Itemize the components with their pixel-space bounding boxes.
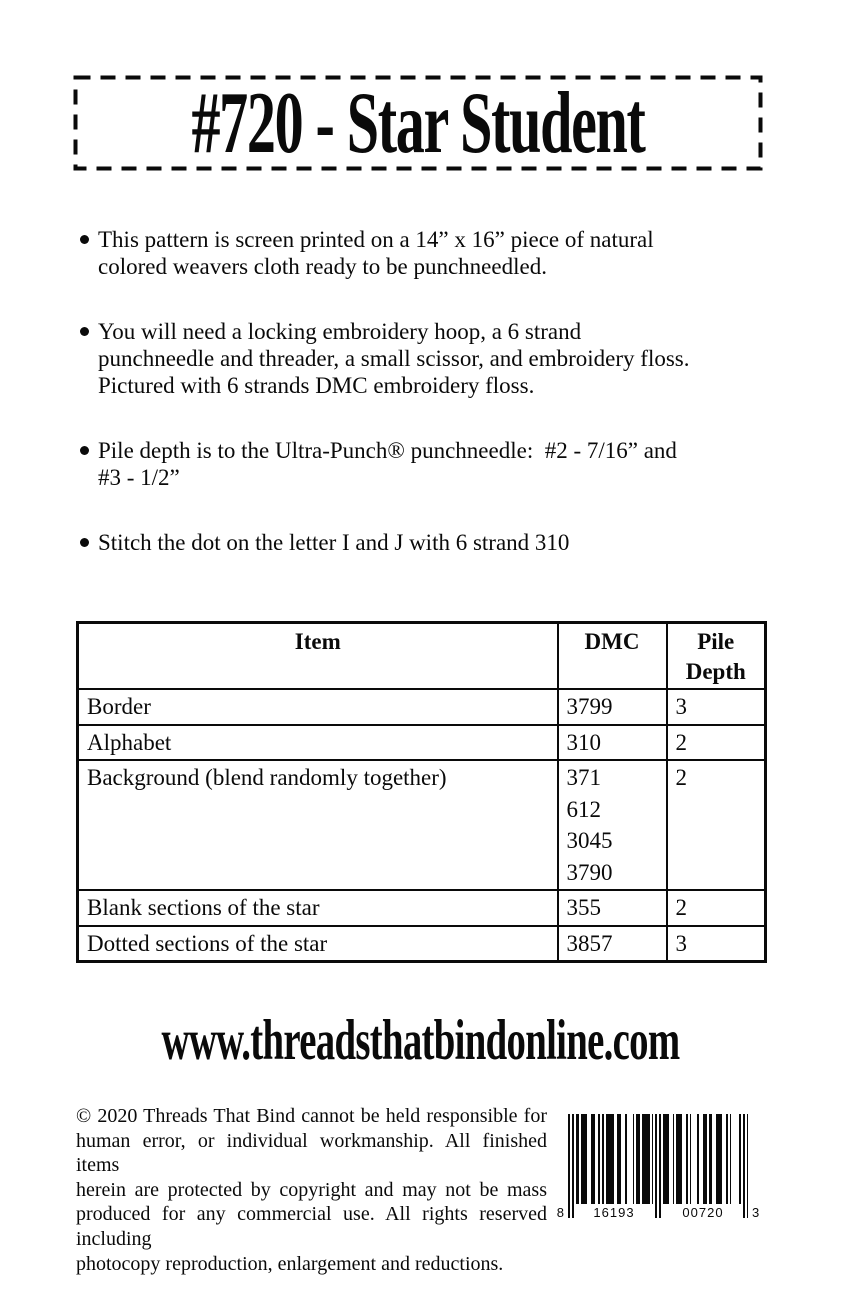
pattern-title: #720 - Star Student (191, 74, 645, 172)
barcode-group1: 16193 (574, 1205, 654, 1221)
barcode-bar (581, 1114, 587, 1204)
table-row (78, 760, 766, 890)
bullet-text (98, 318, 770, 399)
bullet-text-line: colored weavers cloth ready to be punchneedled. (98, 254, 547, 279)
barcode-bar (642, 1114, 650, 1204)
bullet-text-line: You will need a locking embroidery hoop, a 6 strand (98, 319, 582, 344)
bullet-text (98, 226, 770, 280)
table-header-row (78, 623, 766, 690)
barcode-bar (652, 1114, 654, 1204)
item-cell: Background (blend randomly together) (78, 760, 558, 890)
dmc-cell (558, 926, 667, 962)
barcode-bar (697, 1114, 699, 1204)
barcode-bar (572, 1114, 574, 1218)
barcode-bar (663, 1114, 669, 1204)
copyright-line: © 2020 Threads That Bind cannot be held responsible for (76, 1105, 547, 1127)
floss-color-table (76, 621, 767, 963)
barcode-left-digit: 8 (556, 1205, 565, 1220)
copyright-line: produced for any commercial use. All rights reserved including (76, 1203, 547, 1250)
pile-depth-cell: 3 (667, 926, 766, 962)
barcode-bar (703, 1114, 707, 1204)
dmc-value: 612 (566, 796, 601, 822)
table-row (78, 689, 766, 725)
bullet-item (80, 529, 770, 556)
barcode-bars (568, 1114, 749, 1218)
barcode-bar (743, 1114, 745, 1218)
bullet-item (80, 226, 770, 280)
barcode-bar (617, 1114, 621, 1204)
dmc-value: 355 (566, 895, 601, 920)
barcode-bar (730, 1114, 732, 1204)
column-header: Pile Depth (667, 623, 766, 690)
dmc-value: 3790 (566, 859, 613, 885)
dmc-value: 310 (566, 729, 601, 755)
dmc-value: 3857 (566, 930, 613, 956)
item-cell: Blank sections of the star (78, 890, 558, 926)
barcode-bar (636, 1114, 640, 1204)
bullet-text-line: Stitch the dot on the letter I and J with 6 strand 310 (98, 530, 570, 555)
bullet-dot-icon (80, 235, 89, 244)
barcode-bar (676, 1114, 682, 1204)
barcode-bar (576, 1114, 580, 1204)
pile-depth-cell: 3 (667, 689, 766, 725)
barcode-bar (709, 1114, 713, 1204)
bullet-text-line: This pattern is screen printed on a 14” x 16” piece of natural (98, 227, 654, 252)
barcode-bar (726, 1114, 728, 1204)
bullet-text-line: #3 - 1/2” (98, 465, 180, 490)
item-cell: Dotted sections of the star (78, 926, 558, 962)
dmc-value: 371 (566, 765, 601, 790)
table-row (78, 725, 766, 761)
barcode-bar (659, 1114, 661, 1218)
table-row (78, 890, 766, 926)
title-box (73, 75, 763, 171)
pile-depth-cell: 2 (667, 890, 766, 926)
barcode-bar (655, 1114, 657, 1218)
dmc-cell (558, 725, 667, 761)
item-cell: Border (78, 689, 558, 725)
dmc-cell (558, 760, 667, 890)
barcode-bar (673, 1114, 675, 1204)
barcode-bar (633, 1114, 635, 1204)
barcode-bar (716, 1114, 722, 1204)
bullet-text-line: Pictured with 6 strands DMC embroidery floss. (98, 373, 535, 398)
item-cell: Alphabet (78, 725, 558, 761)
dmc-cell (558, 890, 667, 926)
bullet-dot-icon (80, 538, 89, 547)
bullet-item (80, 318, 770, 399)
barcode-bar (602, 1114, 604, 1204)
bullet-dot-icon (80, 327, 89, 336)
bullet-text-line: Pile depth is to the Ultra-Punch® punchneedle: #2 - 7/16” and (98, 438, 677, 463)
pile-depth-cell: 2 (667, 725, 766, 761)
dmc-cell (558, 689, 667, 725)
copyright-notice (76, 1104, 547, 1276)
barcode-bar (568, 1114, 570, 1218)
barcode-group2: 00720 (663, 1205, 743, 1221)
upc-barcode (556, 1114, 761, 1220)
bullet-dot-icon (80, 446, 89, 455)
copyright-line: photocopy reproduction, enlargement and reductions. (76, 1252, 504, 1275)
column-header: Item (78, 623, 558, 690)
table-row (78, 926, 766, 962)
barcode-bar (747, 1114, 749, 1218)
website-url: www.threadsthatbindonline.com (161, 1009, 680, 1072)
barcode-bar (690, 1114, 692, 1204)
copyright-line: human error, or individual workmanship. All finished items (76, 1129, 547, 1177)
barcode-bar (606, 1114, 614, 1204)
column-header: DMC (558, 623, 667, 690)
bullet-text (98, 437, 770, 491)
barcode-bar (739, 1114, 741, 1204)
barcode-bar (591, 1114, 595, 1204)
bullet-text-line: punchneedle and threader, a small scissor, and embroidery floss. (98, 346, 690, 371)
copyright-line: herein are protected by copyright and may not be mass (76, 1178, 547, 1201)
barcode-bar (625, 1114, 627, 1204)
dmc-value: 3799 (566, 694, 613, 719)
bullet-item (80, 437, 770, 491)
pile-depth-cell: 2 (667, 760, 766, 890)
barcode-bar (598, 1114, 600, 1204)
barcode-bar (686, 1114, 688, 1204)
barcode-right-digit: 3 (752, 1205, 761, 1220)
dmc-value: 3045 (566, 828, 613, 853)
bullet-text (98, 529, 770, 556)
instructions-list (80, 226, 770, 594)
